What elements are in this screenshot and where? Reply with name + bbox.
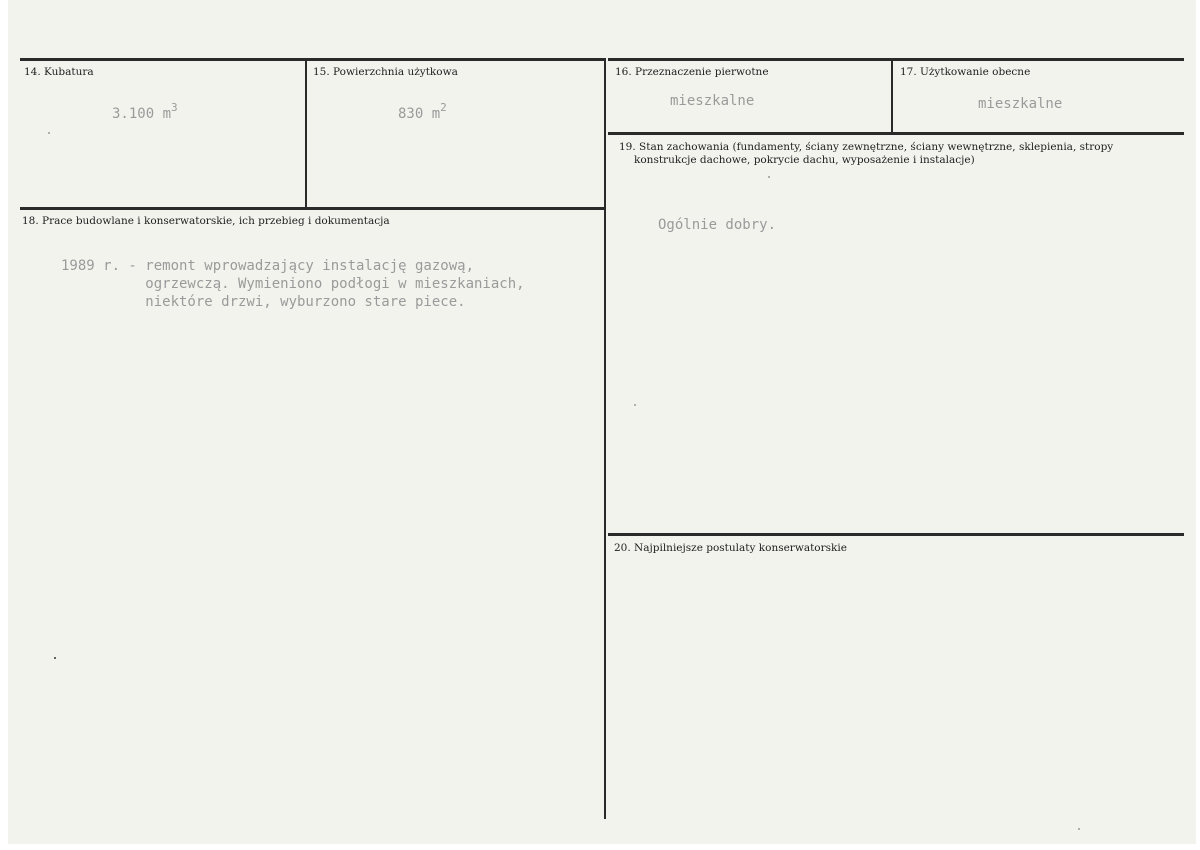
paper-speck (1078, 828, 1080, 830)
paper-speck (48, 132, 50, 134)
field-16-label: 16. Przeznaczenie pierwotne (615, 66, 769, 78)
rule-above-field-19 (608, 132, 1184, 135)
powierzchnia-unit-exponent: 2 (440, 101, 447, 114)
kubatura-unit-exponent: 3 (171, 101, 178, 114)
field-14-label: 14. Kubatura (24, 66, 94, 78)
paper-speck (768, 176, 770, 178)
powierzchnia-value-text: 830 m (398, 106, 441, 122)
field-15-label: 15. Powierzchnia użytkowa (313, 66, 458, 78)
field-17-label: 17. Użytkowanie obecne (900, 66, 1031, 78)
record-card (8, 0, 1196, 850)
field-19-label-line-1: 19. Stan zachowania (fundamenty, ściany zewnętrzne, ściany wewnętrzne, sklepienia, stropy (619, 141, 1114, 153)
field-18-line-3: niektóre drzwi, wyburzono stare piece. (61, 294, 466, 310)
divider-14-15 (305, 61, 307, 207)
rule-above-field-18 (20, 207, 606, 210)
main-divider (604, 61, 606, 819)
divider-16-17 (891, 61, 893, 133)
field-14-value (112, 101, 178, 122)
scan-edge-bottom (0, 844, 1200, 850)
kubatura-value-text: 3.100 m (112, 106, 172, 122)
top-rule-left (20, 58, 606, 61)
field-18-label: 18. Prace budowlane i konserwatorskie, ich przebieg i dokumentacja (22, 215, 390, 227)
paper-speck (634, 404, 636, 406)
field-18-line-1: 1989 r. - remont wprowadzający instalację gazową, (61, 258, 475, 274)
field-18-line-2: ogrzewczą. Wymieniono podłogi w mieszkaniach, (61, 276, 525, 292)
field-20-label: 20. Najpilniejsze postulaty konserwatorskie (614, 542, 847, 554)
field-15-value (398, 101, 447, 122)
paper-speck (54, 657, 56, 659)
field-19-label-line-2: konstrukcje dachowe, pokrycie dachu, wyposażenie i instalacje) (634, 154, 975, 166)
rule-above-field-20 (608, 533, 1184, 536)
field-16-value: mieszkalne (670, 93, 755, 109)
field-19-value: Ogólnie dobry. (658, 217, 777, 233)
top-rule-right (608, 58, 1184, 61)
field-17-value: mieszkalne (978, 96, 1063, 112)
